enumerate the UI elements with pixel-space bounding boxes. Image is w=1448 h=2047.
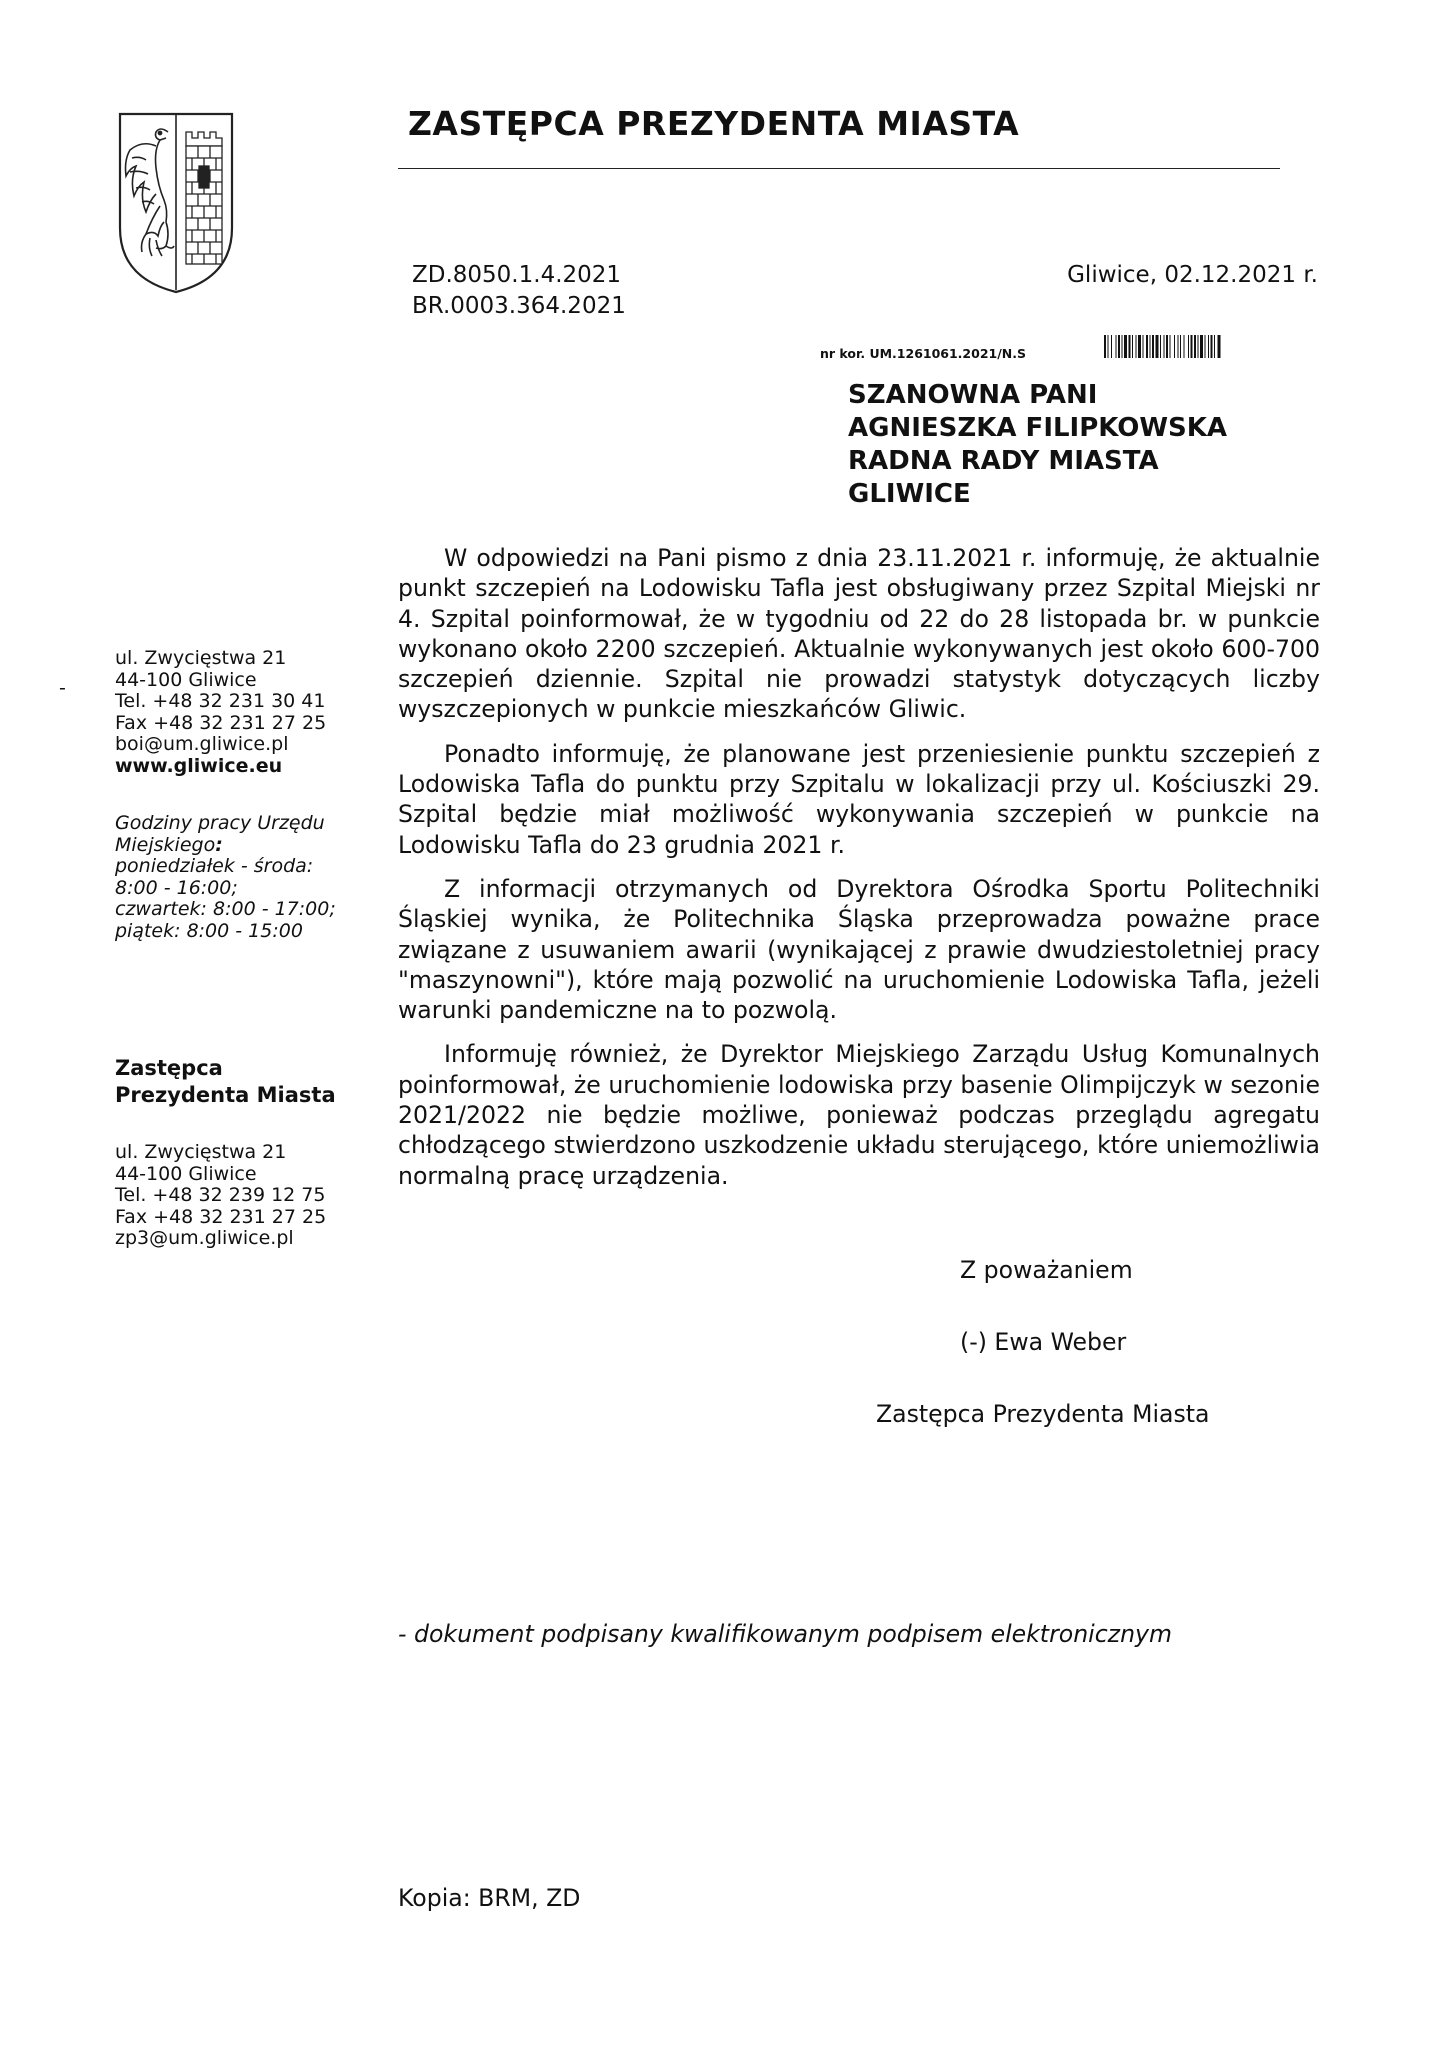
deputy-phone: Tel. +48 32 239 12 75	[115, 1184, 326, 1206]
margin-dash: -	[59, 677, 66, 699]
office-hours-block	[115, 813, 336, 942]
office-hours-friday: piątek: 8:00 - 15:00	[115, 919, 303, 942]
deputy-heading-line-1: Zastępca	[115, 1056, 223, 1080]
signer-title: Zastępca Prezydenta Miasta	[876, 1400, 1210, 1428]
office-website-link[interactable]: www.gliwice.eu	[115, 754, 283, 777]
office-hours-heading-colon: :	[215, 833, 223, 856]
barcode-bar	[1218, 335, 1221, 358]
deputy-heading-line-2: Prezydenta Miasta	[115, 1083, 336, 1107]
barcode-bar	[1104, 335, 1106, 358]
deputy-street: ul. Zwycięstwa 21	[115, 1141, 287, 1163]
barcode-bar	[1122, 335, 1123, 358]
addressee-role: RADNA RADY MIASTA	[848, 446, 1159, 476]
body-paragraph: Informuję również, że Dyrektor Miejskiego Zarządu Usług Komunalnych poinformował, że uruchomienie lodowiska przy basenie Olimpijczyk w sezonie 2021/2022 nie będzie możliwe, ponieważ podczas przeglądu agregatu chłodzącego stwierdzono uszkodzenie układu sterującego, które uniemożliwia normalną pracę urządzenia.	[398, 1040, 1320, 1190]
barcode-bar	[1108, 335, 1109, 358]
office-hours-mon-wed-time: 8:00 - 16:00;	[115, 876, 238, 899]
barcode-bar	[1200, 335, 1203, 358]
barcode-bar	[1208, 335, 1209, 358]
office-hours-thursday: czwartek: 8:00 - 17:00;	[115, 898, 336, 920]
closing-greeting: Z poważaniem	[960, 1256, 1133, 1284]
letter-date: Gliwice, 02.12.2021 r.	[1067, 262, 1318, 288]
addressee-salutation: SZANOWNA PANI	[848, 380, 1098, 410]
copy-recipients: Kopia: BRM, ZD	[398, 1884, 581, 1912]
tower-icon	[186, 132, 222, 264]
barcode-bar	[1188, 335, 1189, 358]
office-hours-mon-wed-label: poniedziałek - środa:	[115, 855, 314, 877]
deputy-heading	[115, 1055, 336, 1109]
deputy-contact-block	[115, 1142, 326, 1250]
barcode-bar	[1214, 335, 1215, 358]
barcode-bar	[1138, 335, 1141, 358]
addressee-city: GLIWICE	[848, 479, 971, 509]
barcode-bar	[1178, 335, 1179, 358]
barcode-bar	[1150, 335, 1151, 358]
addressee-name: AGNIESZKA FILIPKOWSKA	[848, 413, 1228, 443]
barcode-bar	[1152, 335, 1154, 358]
barcode-bar	[1146, 335, 1148, 358]
barcode-bar	[1170, 335, 1171, 358]
barcode-bar	[1180, 335, 1181, 358]
office-hours-heading-line-2	[115, 835, 336, 857]
barcode-bar	[1111, 335, 1112, 358]
barcode-icon	[1104, 335, 1297, 358]
deputy-fax: Fax +48 32 231 27 25	[115, 1205, 327, 1228]
barcode-bar	[1143, 335, 1144, 358]
deputy-email: zp3@um.gliwice.pl	[115, 1227, 294, 1249]
header-divider	[398, 168, 1280, 169]
office-fax: Fax +48 32 231 27 25	[115, 711, 327, 734]
reference-number: ZD.8050.1.4.2021	[412, 262, 622, 288]
office-phone: Tel. +48 32 231 30 41	[115, 690, 326, 712]
body-paragraph: W odpowiedzi na Pani pismo z dnia 23.11.2021 r. informuję, że aktualnie punkt szczepień na Lodowisku Tafla jest obsługiwany przez Szpital Miejski nr 4. Szpital poinformował, że w tygodniu od 22 do 28 listopada br. w punkcie wykonano około 2200 szczepień. Aktualnie wykonywanych jest około 600-700 szczepień dziennie. Szpital nie prowadzi statystyk dotyczących liczby wyszczepionych w punkcie mieszkańców Gliwic.	[398, 544, 1320, 724]
barcode-bar	[1129, 335, 1131, 358]
city-coat-of-arms-logo	[116, 110, 236, 296]
office-street: ul. Zwycięstwa 21	[115, 647, 287, 669]
office-postal-city: 44-100 Gliwice	[115, 668, 257, 691]
barcode-bar	[1118, 335, 1120, 358]
barcode-bar	[1191, 335, 1193, 358]
body-paragraph: Ponadto informuję, że planowane jest przeniesienie punktu szczepień z Lodowiska Tafla do punktu przy Szpitalu w lokalizacji przy ul. Kościuszki 29. Szpital będzie miał możliwość wykonywania szczepień w punkcie na Lodowisku Tafla do 23 grudnia 2021 r.	[398, 739, 1320, 859]
barcode-bar	[1116, 335, 1117, 358]
deputy-postal-city: 44-100 Gliwice	[115, 1162, 257, 1185]
barcode-bar	[1160, 335, 1161, 358]
barcode-bar	[1164, 335, 1165, 358]
barcode-bar	[1211, 335, 1213, 358]
page-title: ZASTĘPCA PREZYDENTA MIASTA	[408, 104, 1020, 143]
office-email: boi@um.gliwice.pl	[115, 733, 289, 755]
barcode-bar	[1156, 335, 1159, 358]
barcode-bar	[1166, 335, 1168, 358]
office-hours-heading-line-1: Godziny pracy Urzędu	[115, 812, 325, 834]
barcode-bar	[1194, 335, 1196, 358]
e-signature-note: - dokument podpisany kwalifikowanym podpisem elektronicznym	[398, 1620, 1172, 1648]
letter-body	[398, 543, 1320, 1205]
barcode-bar	[1124, 335, 1127, 358]
barcode-bar	[1205, 335, 1206, 358]
office-hours-heading-text: Miejskiego	[115, 833, 216, 856]
barcode-bar	[1136, 335, 1137, 358]
barcode-bar	[1174, 335, 1175, 358]
barcode-bar	[1184, 335, 1185, 358]
barcode-bar	[1132, 335, 1133, 358]
body-paragraph: Z informacji otrzymanych od Dyrektora Ośrodka Sportu Politechniki Śląskiej wynika, że Politechnika Śląska przeprowadza poważne prace związane z usuwaniem awarii (wynikającej z prawie dwudziestoletniej pracy "maszynowni"), które mają pozwolić na uruchomienie Lodowiska Tafla, jeżeli warunki pandemiczne na to pozwolą.	[398, 874, 1320, 1025]
correspondence-number: nr kor. UM.1261061.2021/N.S	[820, 346, 1026, 361]
office-contact-block	[115, 648, 326, 777]
barcode-bar	[1198, 335, 1199, 358]
signer-name: (-) Ewa Weber	[960, 1328, 1127, 1356]
reference-number-secondary: BR.0003.364.2021	[412, 293, 626, 319]
